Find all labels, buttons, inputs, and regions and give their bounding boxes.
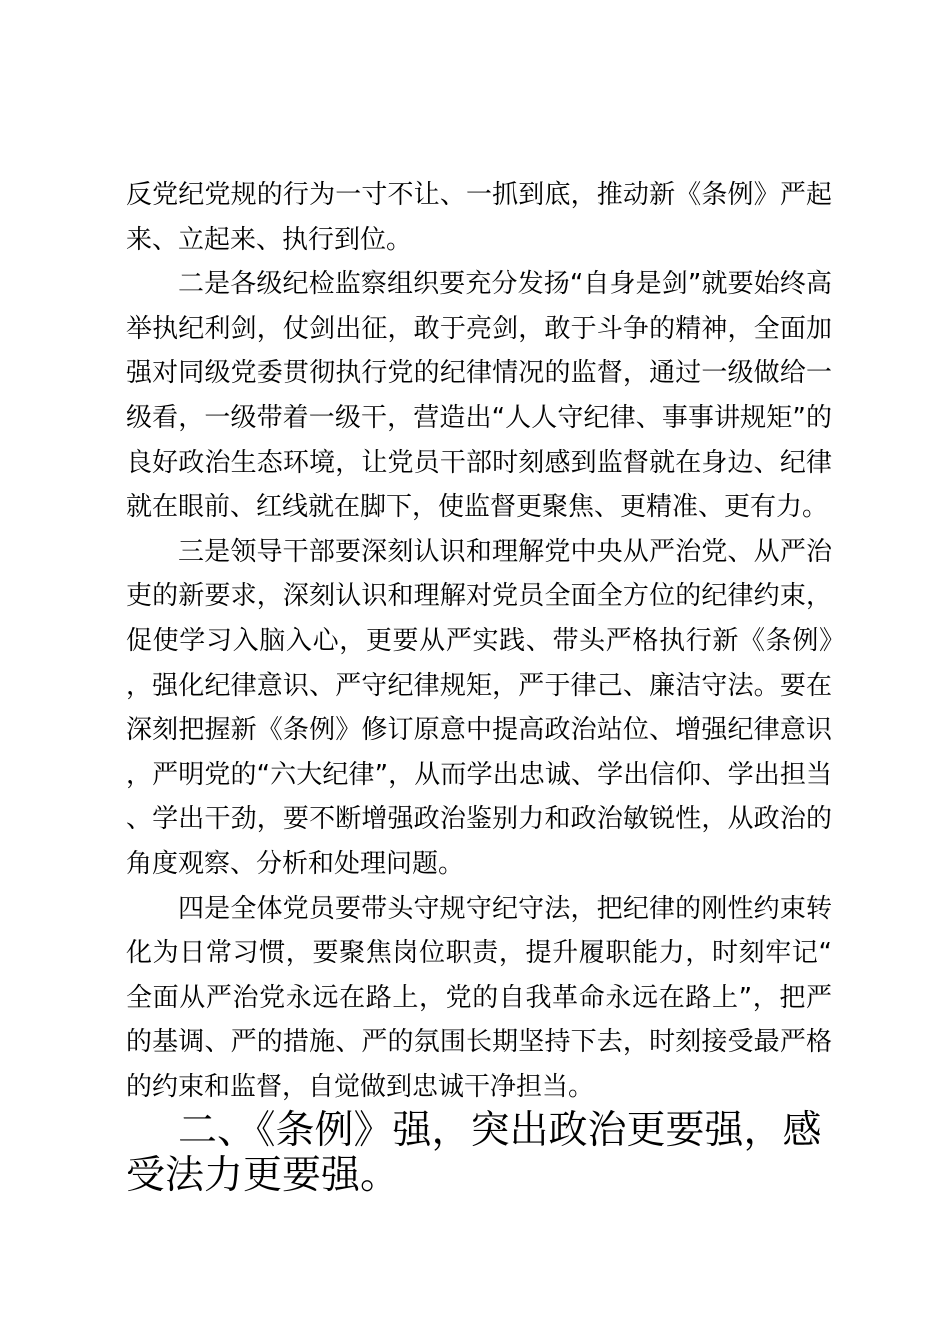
document-body [126, 173, 832, 1199]
paragraph-continuation: 反党纪党规的行为一寸不让、一抓到底，推动新《条例》严起来、立起来、执行到位。 [126, 180, 832, 255]
paragraph-point-four: 四是全体党员要带头守规守纪守法，把纪律的刚性约束转化为日常习惯，要聚焦岗位职责，提升履职能力，时刻牢记“全面从严治党永远在路上，党的自我革命永远在路上”，把严的基调、严的措施、严的氛围长期坚持下去，时刻接受最严格的约束和监督，自觉做到忠诚干净担当。 [126, 893, 832, 1102]
paragraph-point-three: 三是领导干部要深刻认识和理解党中央从严治党、从严治吏的新要求，深刻认识和理解对党员全面全方位的纪律约束，促使学习入脑入心，更要从严实践、带头严格执行新《条例》，强化纪律意识、严守纪律规矩，严于律己、廉洁守法。要在深刻把握新《条例》修订原意中提高政治站位、增强纪律意识，严明党的“六大纪律”，从而学出忠诚、学出信仰、学出担当、学出干劲，要不断增强政治鉴别力和政治敏锐性，从政治的角度观察、分析和处理问题。 [126, 536, 832, 879]
section-heading: 二、《条例》强，突出政治更要强，感受法力更要强。 [126, 1108, 822, 1199]
paragraph-point-two: 二是各级纪检监察组织要充分发扬“自身是剑”就要始终高举执纪利剑，仗剑出征，敢于亮剑，敢于斗争的精神，全面加强对同级党委贯彻执行党的纪律情况的监督，通过一级做给一级看，一级带着一级干，营造出“人人守纪律、事事讲规矩”的良好政治生态环境，让党员干部时刻感到监督就在身边、纪律就在眼前、红线就在脚下，使监督更聚焦、更精准、更有力。 [126, 269, 832, 523]
